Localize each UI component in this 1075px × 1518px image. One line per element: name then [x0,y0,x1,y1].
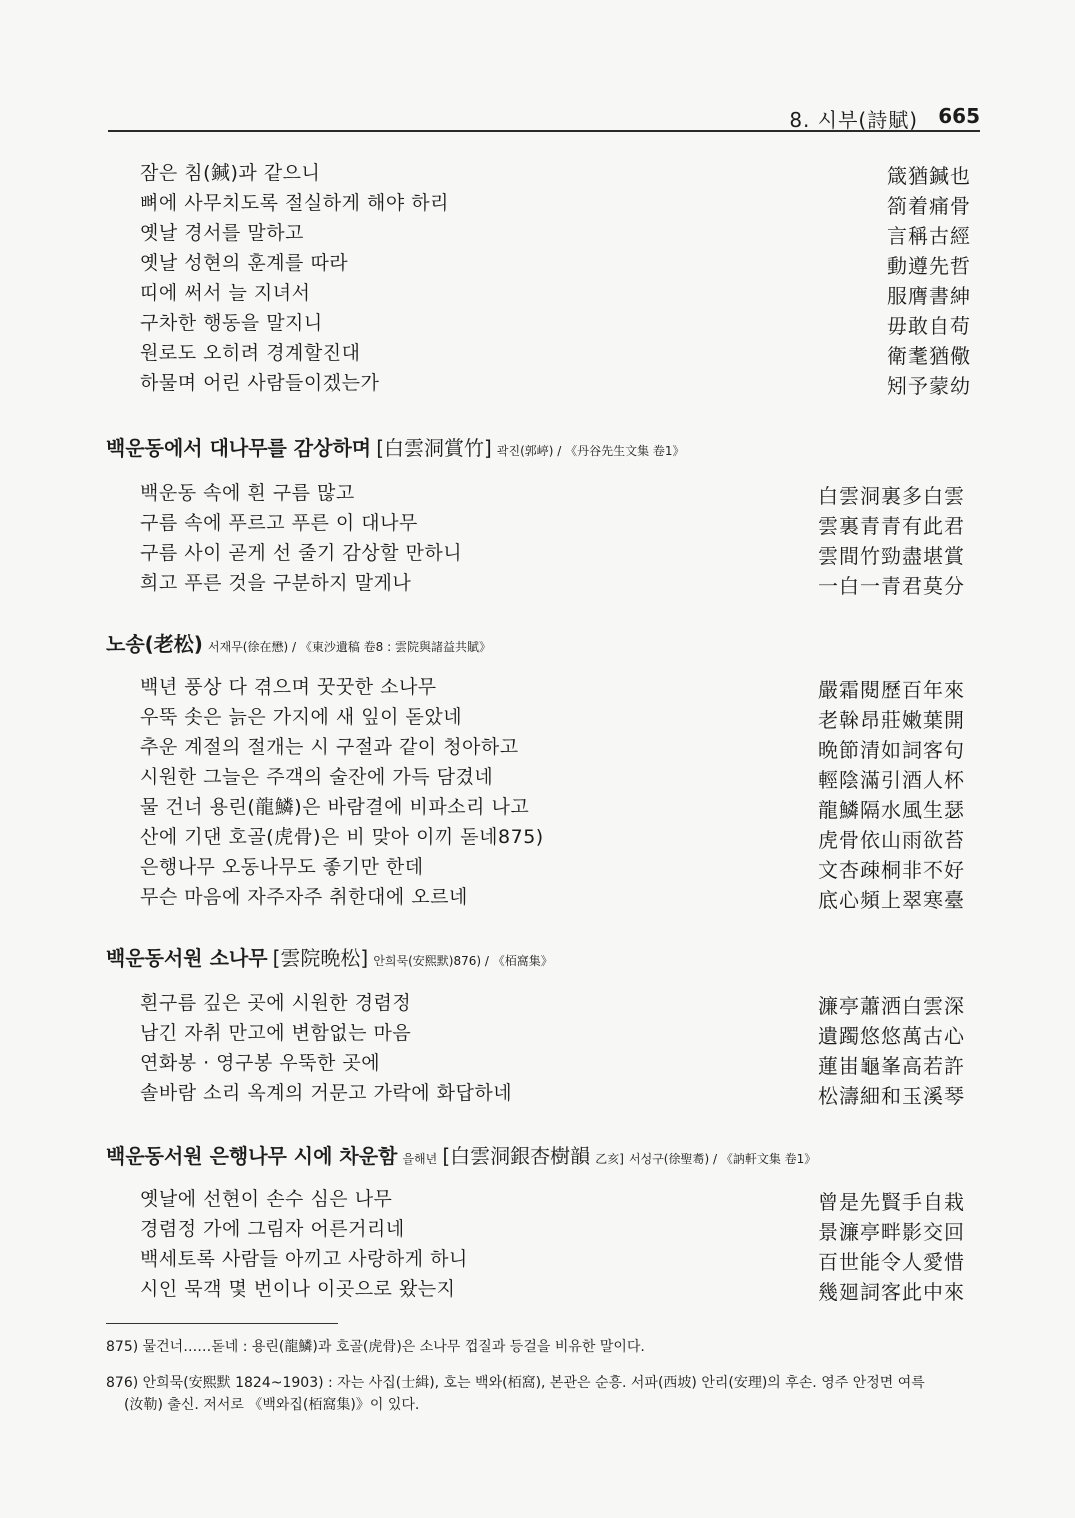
poem-line [0,1214,1075,1244]
poem-line [0,732,1075,762]
poem-title [106,942,553,971]
poem-line [0,568,1075,598]
korean-verse: 시인 묵객 몇 번이나 이곳으로 왔는지 [140,1278,456,1300]
poem-line [0,368,1075,398]
page-number: 665 [938,104,980,128]
hanja-verse: 龍鱗隔水風生瑟 [818,798,965,822]
poem-meta: 곽진(郭嵉) / 《丹谷先生文集 卷1》 [496,444,685,458]
poem-title-original: [白雲洞銀杏樹韻 [442,1144,591,1168]
hanja-verse: 晩節清如詞客句 [818,738,965,762]
poem-line [0,508,1075,538]
korean-verse: 연화봉 · 영구봉 우뚝한 곳에 [140,1052,381,1074]
footnote-text: 876) 안희묵(安熙默 1824~1903) : 자는 사집(士緝), 호는 백와(栢窩), 본관은 순흥. 서파(西坡) 안리(安理)의 후손. 영주 안정면 여륵 [106,1375,925,1391]
hanja-verse: 曾是先賢手自栽 [818,1190,965,1214]
hanja-verse: 輕陰滿引酒人杯 [818,768,965,792]
poem-line [0,1048,1075,1078]
poem-line [0,158,1075,188]
poem-note: 을해년 [402,1152,438,1166]
poem-meta: 서재무(徐在懋) / 《東沙遺稿 卷8 : 雲院與諸益共賦》 [208,640,491,654]
poem-title-korean: 백운동서원 은행나무 시에 차운함 [106,1144,398,1168]
korean-verse: 물 건너 용린(龍鱗)은 바람결에 비파소리 나고 [140,796,530,818]
footnote-divider [106,1323,338,1324]
korean-verse: 뼈에 사무치도록 절실하게 해야 하리 [140,192,449,214]
hanja-verse: 白雲洞裏多白雲 [818,484,965,508]
hanja-verse: 虎骨依山雨欲苔 [818,828,965,852]
poem-line [0,762,1075,792]
hanja-verse: 底心頻上翠寒臺 [818,888,965,912]
hanja-verse: 雲裏青青有此君 [818,514,965,538]
korean-verse: 옛날에 선현이 손수 심은 나무 [140,1188,393,1210]
korean-verse: 띠에 써서 늘 지녀서 [140,282,311,304]
poem-line [0,1184,1075,1214]
poem-line [0,308,1075,338]
korean-verse: 원로도 오히려 경계할진대 [140,342,361,364]
hanja-verse: 文杏疎桐非不好 [818,858,965,882]
poem-title-korean: 백운동서원 소나무 [106,946,268,970]
korean-verse: 흰구름 깊은 곳에 시원한 경렴정 [140,992,412,1014]
poem-line [0,822,1075,852]
hanja-verse: 遺躅悠悠萬古心 [818,1024,965,1048]
korean-verse: 우뚝 솟은 늙은 가지에 새 잎이 돋았네 [140,706,463,728]
korean-verse: 옛날 성현의 훈계를 따라 [140,252,349,274]
poem-meta: 서성구(徐聖耈) / 《訥軒文集 卷1》 [629,1152,817,1166]
footnote-875 [106,1336,976,1358]
korean-verse: 옛날 경서를 말하고 [140,222,304,244]
poem-title-original: [雲院晩松] [272,946,369,970]
footnote-text: 875) 물건너……돋네 : 용린(龍鱗)과 호골(虎骨)은 소나무 껍질과 등걸을 비유한 말이다. [106,1339,645,1355]
korean-verse: 백세토록 사람들 아끼고 사랑하게 하니 [140,1248,468,1270]
poem-line [0,338,1075,368]
poem-line [0,1018,1075,1048]
hanja-verse: 毋敢自苟 [887,314,971,338]
poem-line [0,702,1075,732]
korean-verse: 남긴 자취 만고에 변함없는 마음 [140,1022,412,1044]
poem-line [0,188,1075,218]
poem-line [0,278,1075,308]
poem-title-korean: 노송(老松) [106,632,203,656]
poem-meta: 안희묵(安熙默)876) / 《栢窩集》 [373,954,553,968]
poem-line [0,218,1075,248]
korean-verse: 구차한 행동을 말지니 [140,312,323,334]
hanja-verse: 一白一青君莫分 [818,574,965,598]
korean-verse: 무슨 마음에 자주자주 취한대에 오르네 [140,886,468,908]
poem-title [106,1140,816,1169]
korean-verse: 솔바람 소리 옥계의 거문고 가락에 화답하네 [140,1082,513,1104]
korean-verse: 은행나무 오동나무도 좋기만 한데 [140,856,424,878]
hanja-verse: 衛耄猶儆 [887,344,971,368]
hanja-verse: 百世能令人愛惜 [818,1250,965,1274]
korean-verse: 구름 사이 곧게 선 줄기 감상할 만하니 [140,542,463,564]
poem-line [0,988,1075,1018]
section-title: 8. 시부(詩賦) [789,108,918,132]
poem-line [0,248,1075,278]
hanja-verse: 濂亭蕭洒白雲深 [818,994,965,1018]
poem-line [0,1078,1075,1108]
poem-title-korean: 백운동에서 대나무를 감상하며 [106,436,372,460]
poem-line [0,478,1075,508]
running-header [108,102,980,132]
hanja-verse: 景濂亭畔影交回 [818,1220,965,1244]
korean-verse: 잠은 침(鍼)과 같으니 [140,162,321,184]
poem-line [0,1274,1075,1304]
poem-line [0,882,1075,912]
hanja-verse: 箚着痛骨 [887,194,971,218]
hanja-verse: 言稱古經 [887,224,971,248]
footnote-continuation: (汝勒) 출신. 저서로 《백와집(栢窩集)》이 있다. [124,1397,420,1413]
korean-verse: 추운 계절의 절개는 시 구절과 같이 청아하고 [140,736,519,758]
korean-verse: 백운동 속에 흰 구름 많고 [140,482,355,504]
poem-note-hanja: 乙亥] [595,1152,624,1166]
poem-line [0,852,1075,882]
poem-title [106,432,685,461]
korean-verse: 경렴정 가에 그림자 어른거리네 [140,1218,405,1240]
hanja-verse: 動遵先哲 [887,254,971,278]
korean-verse: 산에 기댄 호골(虎骨)은 비 맞아 이끼 돋네875) [140,826,544,848]
hanja-verse: 矧予蒙幼 [887,374,971,398]
korean-verse: 희고 푸른 것을 구분하지 말게나 [140,572,412,594]
hanja-verse: 嚴霜閱歷百年來 [818,678,965,702]
hanja-verse: 蓮峀龜峯高若許 [818,1054,965,1078]
korean-verse: 백년 풍상 다 겪으며 꿋꿋한 소나무 [140,676,437,698]
hanja-verse: 服膺書紳 [887,284,971,308]
poem-line [0,792,1075,822]
hanja-verse: 老榦昂莊嫩葉開 [818,708,965,732]
hanja-verse: 箴猶鍼也 [887,164,971,188]
poem-title-original: [白雲洞賞竹] [376,436,492,460]
korean-verse: 하물며 어린 사람들이겠는가 [140,372,380,394]
poem-line [0,538,1075,568]
korean-verse: 구름 속에 푸르고 푸른 이 대나무 [140,512,418,534]
poem-line [0,672,1075,702]
hanja-verse: 幾廻詞客此中來 [818,1280,965,1304]
hanja-verse: 松濤細和玉溪琴 [818,1084,965,1108]
korean-verse: 시원한 그늘은 주객의 술잔에 가득 담겼네 [140,766,494,788]
poem-title [106,628,491,657]
footnote-876 [106,1372,976,1416]
hanja-verse: 雲間竹勁盡堪賞 [818,544,965,568]
poem-line [0,1244,1075,1274]
